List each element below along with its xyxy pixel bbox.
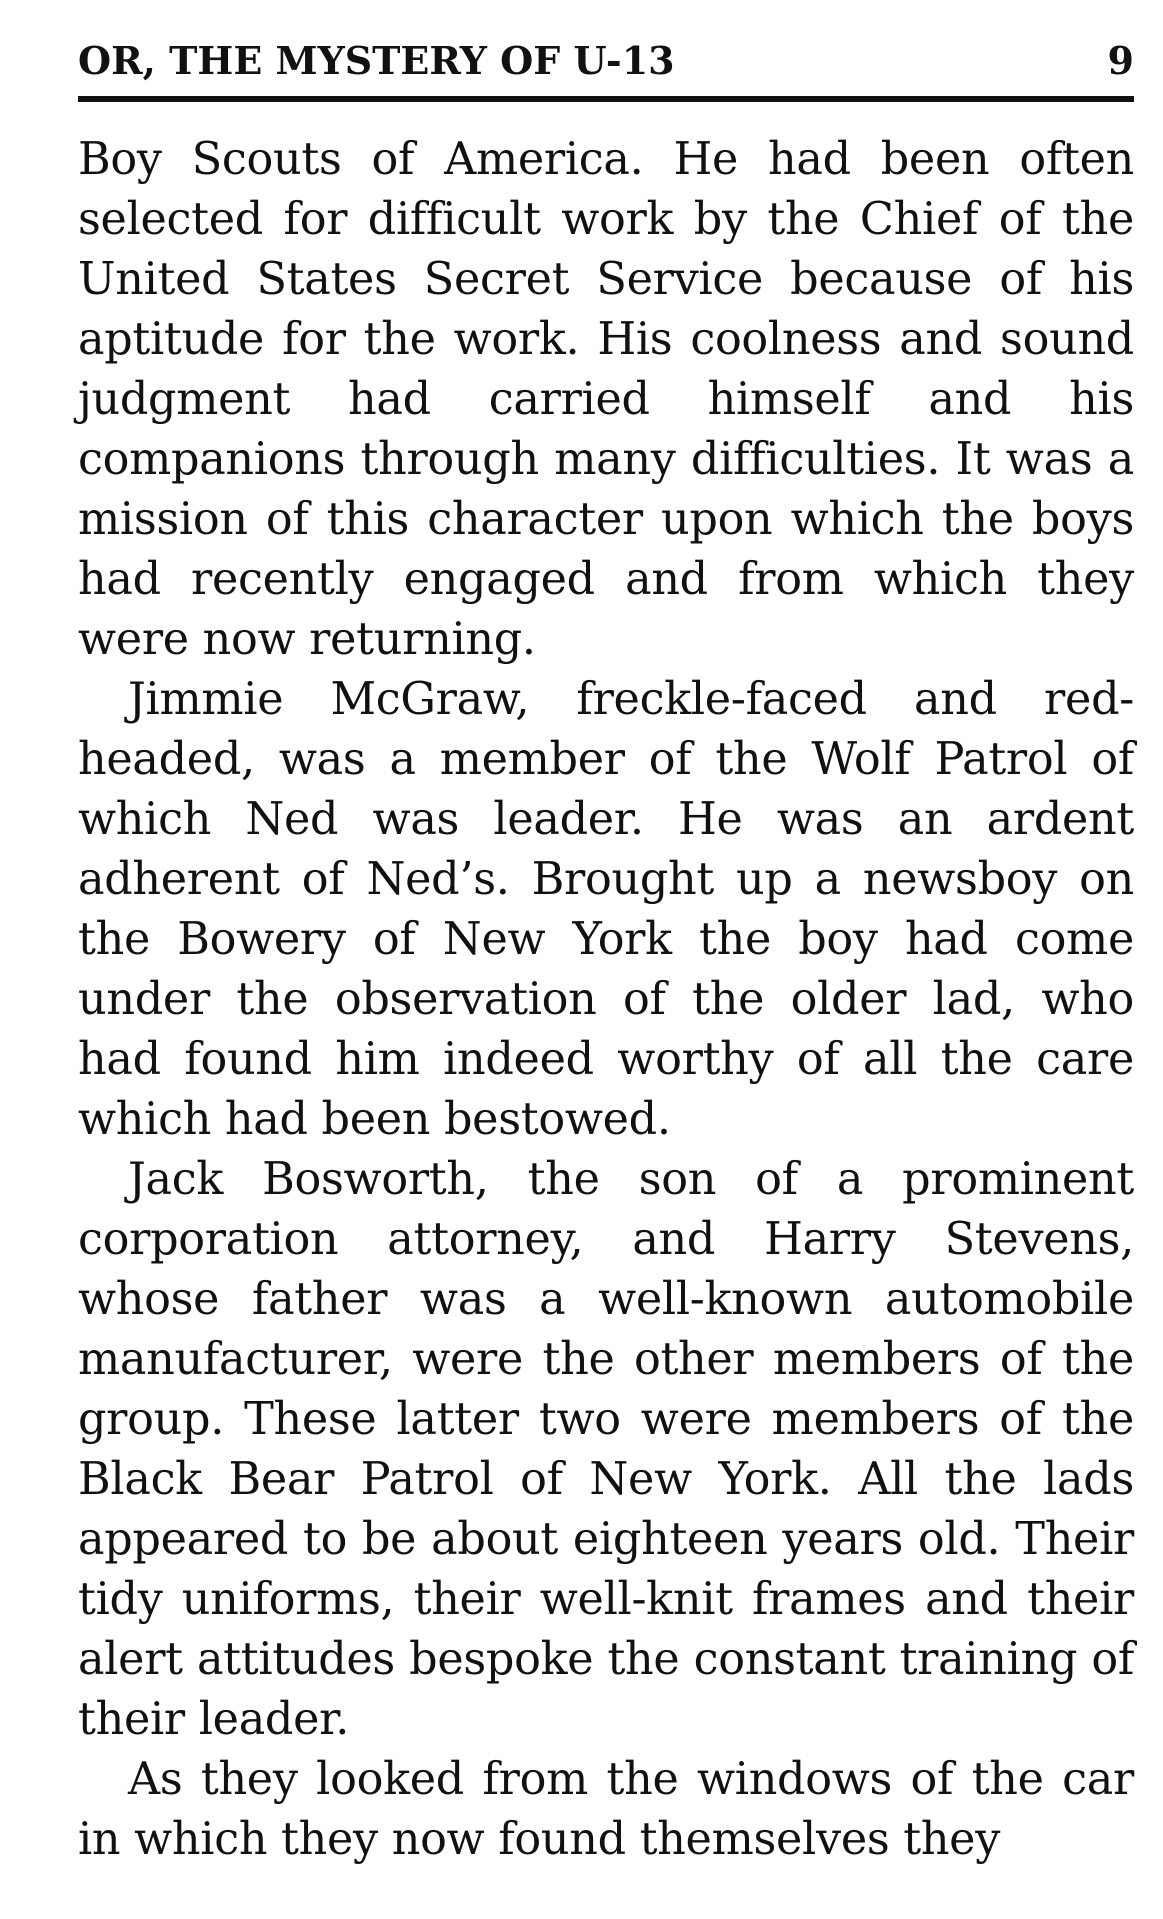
- paragraph: As they looked from the windows of the car in which they now found themselves they: [78, 1754, 1134, 1865]
- running-title: OR, THE MYSTERY OF U-13: [78, 38, 675, 83]
- body-text: [78, 130, 1134, 1870]
- page-header: [78, 30, 1134, 92]
- book-page: [78, 30, 1134, 1870]
- paragraph: Boy Scouts of America. He had been often selected for difficult work by the Chief of the United States Secret Service because of his aptitude for the work. His coolness and sound judgment had carried himself and his companions through many difficulties. It was a mission of this character upon which the boys had recently engaged and from which they were now returning.: [78, 134, 1134, 665]
- paragraph: Jimmie McGraw, freckle-faced and red-headed, was a member of the Wolf Patrol of which Ned was leader. He was an ardent adherent of Ned’s. Brought up a newsboy on the Bowery of New York the boy had come under the observation of the older lad, who had found him indeed worthy of all the care which had been bestowed.: [78, 674, 1134, 1145]
- header-rule: [78, 96, 1134, 102]
- page-number: 9: [1107, 38, 1134, 83]
- paragraph: Jack Bosworth, the son of a prominent corporation attorney, and Harry Stevens, whose father was a well-known automobile manufacturer, were the other members of the group. These latter two were members of the Black Bear Patrol of New York. All the lads appeared to be about eighteen years old. Their tidy uniforms, their well-knit frames and their alert attitudes bespoke the constant training of their leader.: [78, 1154, 1134, 1745]
